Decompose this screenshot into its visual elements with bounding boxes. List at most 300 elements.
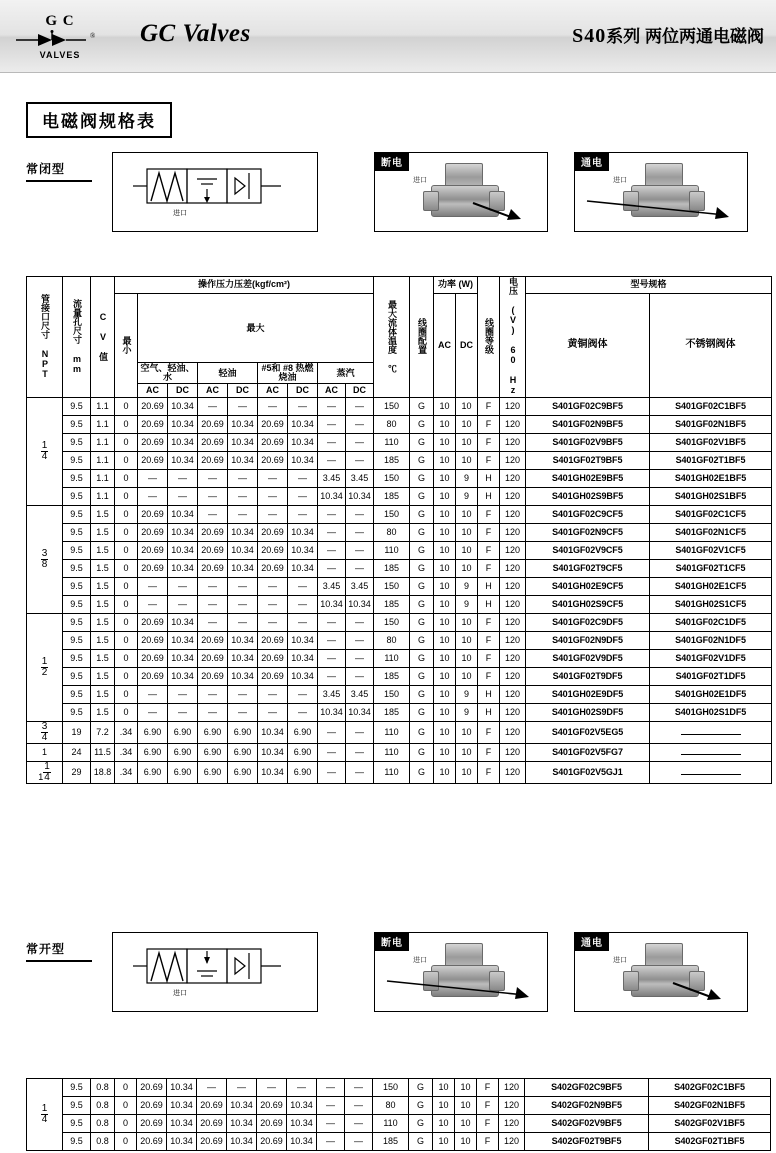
table-cell: 185: [373, 1133, 409, 1151]
table-cell: 20.69: [198, 650, 228, 668]
photo-tag-deenergized: 断电: [375, 153, 409, 171]
table-cell: —: [318, 722, 346, 744]
table-cell: 10: [433, 1115, 455, 1133]
table-cell: 3.45: [318, 470, 346, 488]
th-brass-body: 黄铜阀体: [526, 294, 650, 398]
table-cell: 9.5: [63, 704, 91, 722]
table-cell: —: [258, 470, 288, 488]
table-cell: G: [410, 762, 434, 784]
table-cell: 120: [500, 596, 526, 614]
table-cell: 120: [500, 452, 526, 470]
table-cell: 10: [434, 762, 456, 784]
table-cell: —: [228, 704, 258, 722]
th-max: 最大: [138, 294, 374, 363]
table-cell: —: [138, 488, 168, 506]
spec-table-body: [27, 398, 772, 784]
table-cell: 0: [115, 686, 138, 704]
table-cell: 6.90: [138, 744, 168, 762]
table-cell: 0: [115, 470, 138, 488]
table-cell: 10.34: [168, 434, 198, 452]
table-cell: S401GH02S1BF5: [650, 488, 772, 506]
diagram-label-underline: [26, 960, 92, 962]
table-cell: 0: [115, 596, 138, 614]
table-cell: 6.90: [138, 722, 168, 744]
table-cell: S402GF02T1BF5: [649, 1133, 771, 1151]
table-cell: 3.45: [318, 578, 346, 596]
table-cell: G: [410, 704, 434, 722]
table-row: [27, 1115, 771, 1133]
table-cell: 10: [456, 542, 478, 560]
table-cell: 0: [115, 668, 138, 686]
series-title: [572, 22, 764, 48]
table-cell: 10: [456, 632, 478, 650]
table-cell: 110: [374, 434, 410, 452]
table-cell: —: [227, 1079, 257, 1097]
table-cell: —: [346, 524, 374, 542]
table-cell: —: [198, 614, 228, 632]
table-cell: 120: [500, 416, 526, 434]
table-cell: 185: [374, 560, 410, 578]
diagram-label-nc: 常闭型: [26, 162, 66, 176]
table-cell: 10.34: [168, 524, 198, 542]
table-cell: S401GF02T1BF5: [650, 452, 772, 470]
page-header: [0, 0, 776, 73]
table-cell: S401GH02E1CF5: [650, 578, 772, 596]
table-cell: 10: [434, 434, 456, 452]
table-cell: 10: [434, 686, 456, 704]
table-cell: 10: [456, 506, 478, 524]
table-cell: 110: [374, 542, 410, 560]
th-model-group: 型号规格: [526, 277, 772, 294]
th-cv: C V 值: [91, 277, 115, 398]
table-cell: 20.69: [198, 542, 228, 560]
table-cell: 185: [374, 452, 410, 470]
table-cell: —: [318, 668, 346, 686]
table-cell: —: [257, 1079, 287, 1097]
table-cell: 120: [499, 1079, 525, 1097]
table-cell: 1.1: [91, 452, 115, 470]
diagram-label-no: 常开型: [26, 942, 66, 956]
table-cell: —: [198, 488, 228, 506]
table-cell: 20.69: [198, 668, 228, 686]
table-cell: S401GF02V9CF5: [526, 542, 650, 560]
table-cell: 10.34: [318, 704, 346, 722]
table-cell: —: [198, 686, 228, 704]
table-cell: —: [228, 398, 258, 416]
table-cell: 110: [374, 722, 410, 744]
table-cell: 110: [374, 744, 410, 762]
table-cell: .34: [115, 762, 138, 784]
table-cell: F: [478, 632, 500, 650]
logo-valve-symbol: [16, 30, 104, 50]
table-cell: 10.34: [167, 1097, 197, 1115]
table-cell: 9.5: [63, 506, 91, 524]
table-row: [27, 722, 772, 744]
th-orifice: 流量孔尺寸 mm: [63, 277, 91, 398]
th-o5-dc: DC: [288, 384, 318, 398]
photo-energized-nc: [574, 152, 748, 232]
table-cell: 0: [115, 1097, 137, 1115]
table-cell: 120: [500, 506, 526, 524]
table-cell: 150: [374, 614, 410, 632]
table-cell: G: [410, 722, 434, 744]
table-cell: —: [258, 686, 288, 704]
table-cell: G: [410, 596, 434, 614]
table-cell: 120: [500, 762, 526, 784]
table-cell: —: [228, 686, 258, 704]
logo-wordmark: VALVES: [39, 49, 81, 60]
schematic-normally-closed: [112, 152, 318, 232]
table-cell: 9: [456, 470, 478, 488]
inlet-label: 进口: [413, 957, 427, 964]
photo-tag-energized: 通电: [575, 153, 609, 171]
table-cell: 120: [500, 560, 526, 578]
table-cell: S402GF02C9BF5: [525, 1079, 649, 1097]
table-cell: 20.69: [258, 434, 288, 452]
table-cell: —: [287, 1079, 317, 1097]
table-cell: —: [258, 578, 288, 596]
table-cell: —: [346, 542, 374, 560]
table-cell: F: [478, 542, 500, 560]
table-cell: 10: [434, 398, 456, 416]
table-cell: 10.34: [288, 416, 318, 434]
table-cell: 150: [374, 398, 410, 416]
table-cell: G: [409, 1115, 433, 1133]
table-cell: 1.1: [91, 434, 115, 452]
table-cell: 185: [374, 704, 410, 722]
table-cell: —: [258, 506, 288, 524]
table-cell: —: [228, 596, 258, 614]
table-cell: —: [288, 704, 318, 722]
inlet-label: 进口: [613, 177, 627, 184]
table-cell: 1.1: [91, 416, 115, 434]
inlet-label: 进口: [613, 957, 627, 964]
table-cell: F: [478, 744, 500, 762]
table-cell: 20.69: [258, 668, 288, 686]
table-cell: 20.69: [258, 650, 288, 668]
table-cell: 10: [434, 506, 456, 524]
table-cell: S401GH02E9BF5: [526, 470, 650, 488]
table-cell: 20.69: [138, 524, 168, 542]
table-cell: —: [258, 398, 288, 416]
table-cell: 0: [115, 704, 138, 722]
table-cell: —: [318, 416, 346, 434]
table-cell: 11.5: [91, 744, 115, 762]
table-cell: 9.5: [63, 488, 91, 506]
valve-inlet-port: [623, 971, 639, 991]
table-cell: 10.34: [287, 1097, 317, 1115]
table-cell: G: [410, 542, 434, 560]
table-row: [27, 524, 772, 542]
table-cell: 0: [115, 506, 138, 524]
table-cell: 120: [500, 578, 526, 596]
table-cell: 80: [374, 524, 410, 542]
table-cell: S401GH02E1BF5: [650, 470, 772, 488]
table-cell: 80: [373, 1097, 409, 1115]
flow-arrow-icon: [585, 193, 735, 223]
table-cell: 1.5: [91, 704, 115, 722]
table-cell-pipe-size: $\frac{3}{8}$: [27, 506, 63, 614]
table-row: [27, 488, 772, 506]
table-cell: 1.5: [91, 632, 115, 650]
table-cell: F: [478, 614, 500, 632]
table-cell: 20.69: [257, 1115, 287, 1133]
table-cell: S402GF02V9BF5: [525, 1115, 649, 1133]
table-cell: 10.34: [228, 560, 258, 578]
table-cell: 3.45: [346, 578, 374, 596]
table-cell: —: [345, 1133, 373, 1151]
table-cell: —: [346, 722, 374, 744]
table-cell: G: [410, 452, 434, 470]
table-cell: 0: [115, 650, 138, 668]
table-cell: 9: [456, 488, 478, 506]
table-cell: 9.5: [63, 452, 91, 470]
table-cell: 29: [63, 762, 91, 784]
table-cell: 10: [456, 762, 478, 784]
th-air-water: 空气、轻油、水: [138, 363, 198, 384]
table-cell: 10: [455, 1133, 477, 1151]
table-cell: 120: [500, 632, 526, 650]
table-cell: G: [410, 434, 434, 452]
table-cell: 110: [374, 762, 410, 784]
table-cell: 10.34: [228, 542, 258, 560]
table-cell: 10.34: [168, 416, 198, 434]
table-row: [27, 416, 772, 434]
table-cell: 10.34: [228, 434, 258, 452]
table-cell: —: [258, 488, 288, 506]
table-cell: 20.69: [197, 1097, 227, 1115]
table-cell: 10.34: [228, 524, 258, 542]
table-cell: 10: [434, 542, 456, 560]
table-cell: 10.34: [258, 762, 288, 784]
table-cell: 6.90: [198, 744, 228, 762]
table-cell: S401GF02V1CF5: [650, 542, 772, 560]
th-light-oil: 轻油: [198, 363, 258, 384]
th-heavy-oil: #5和 #8 热燃烧油: [258, 363, 318, 384]
table-cell: S401GF02C1CF5: [650, 506, 772, 524]
table-row: [27, 614, 772, 632]
table-cell: 10.34: [346, 596, 374, 614]
table-cell: S401GF02V1DF5: [650, 650, 772, 668]
table-cell: —: [288, 578, 318, 596]
table-cell: 10: [456, 560, 478, 578]
table-cell: 18.8: [91, 762, 115, 784]
table-cell: 0: [115, 1079, 137, 1097]
table-cell: 0: [115, 416, 138, 434]
table-cell: F: [478, 434, 500, 452]
table-cell: 20.69: [198, 560, 228, 578]
th-pipe-size: 管接口尺寸 NPT: [27, 277, 63, 398]
table-cell: S401GF02C9DF5: [526, 614, 650, 632]
table-cell: 0: [115, 398, 138, 416]
table-cell: G: [410, 506, 434, 524]
table-cell: 10: [456, 416, 478, 434]
table-cell: 20.69: [137, 1115, 167, 1133]
schematic-normally-open: [112, 932, 318, 1012]
table-cell: 1.5: [91, 668, 115, 686]
table-cell: 1.5: [91, 560, 115, 578]
table-cell: 20.69: [258, 542, 288, 560]
table-cell: 9.5: [63, 560, 91, 578]
table-cell: 6.90: [228, 722, 258, 744]
table-cell: 10.34: [168, 452, 198, 470]
photo-deenergized-nc: [374, 152, 548, 232]
diagram-row-normally-closed: [26, 152, 750, 240]
table-cell: S401GF02N9BF5: [526, 416, 650, 434]
table-cell: 120: [500, 434, 526, 452]
photo-energized-no: [574, 932, 748, 1012]
table-cell: 20.69: [258, 632, 288, 650]
table-cell: —: [345, 1097, 373, 1115]
table-cell: F: [477, 1097, 499, 1115]
series-model: S40: [572, 25, 607, 47]
table-cell: 10.34: [228, 416, 258, 434]
table-cell: S401GF02N9DF5: [526, 632, 650, 650]
table-cell: 20.69: [138, 398, 168, 416]
table-cell: 1.1: [91, 470, 115, 488]
table-cell: —: [318, 632, 346, 650]
table-cell: —: [288, 488, 318, 506]
table-cell: S401GF02T9BF5: [526, 452, 650, 470]
table-cell: —: [288, 506, 318, 524]
table-cell: 10.34: [227, 1097, 257, 1115]
table-row: [27, 452, 772, 470]
table-cell: 9: [456, 704, 478, 722]
table-cell: 9.5: [63, 668, 91, 686]
table-cell: 10.34: [228, 632, 258, 650]
table-cell: —: [228, 470, 258, 488]
th-steam: 蒸汽: [318, 363, 374, 384]
th-power-ac: AC: [434, 294, 456, 398]
th-power-dc: DC: [456, 294, 478, 398]
spec-table-2-body: [27, 1079, 771, 1151]
table-cell: H: [478, 686, 500, 704]
table-cell: —: [318, 398, 346, 416]
table-cell: 10: [456, 744, 478, 762]
table-cell: S401GF02T1DF5: [650, 668, 772, 686]
table-cell: 10.34: [227, 1115, 257, 1133]
table-cell: S401GH02E1DF5: [650, 686, 772, 704]
table-cell: S401GF02N1CF5: [650, 524, 772, 542]
table-cell-pipe-size: $\frac{1}{2}$: [27, 614, 63, 722]
table-cell: 1.1: [91, 398, 115, 416]
table-cell: 10.34: [167, 1115, 197, 1133]
table-row: [27, 434, 772, 452]
spec-table-main: [26, 276, 772, 784]
table-cell: 10.34: [288, 524, 318, 542]
table-cell: F: [478, 452, 500, 470]
table-cell: 10.34: [288, 650, 318, 668]
table-cell: 10: [434, 416, 456, 434]
table-cell: 10: [456, 614, 478, 632]
table-cell: 0: [115, 632, 138, 650]
table-cell: S401GF02T1CF5: [650, 560, 772, 578]
table-cell: 150: [374, 470, 410, 488]
table-cell: —: [168, 488, 198, 506]
table-row: [27, 596, 772, 614]
table-cell: 0: [115, 542, 138, 560]
table-cell: 80: [374, 416, 410, 434]
table-cell: 20.69: [138, 632, 168, 650]
table-cell: —: [197, 1079, 227, 1097]
table-cell: 6.90: [228, 762, 258, 784]
table-cell: 10: [434, 452, 456, 470]
table-cell: 10.34: [258, 722, 288, 744]
table-cell: 0.8: [91, 1079, 115, 1097]
table-cell: 10: [456, 524, 478, 542]
table-cell: —: [168, 704, 198, 722]
table-cell: 10: [433, 1133, 455, 1151]
table-cell: 20.69: [198, 434, 228, 452]
table-cell: 10.34: [168, 560, 198, 578]
table-cell: S401GF02T9CF5: [526, 560, 650, 578]
table-cell: 110: [373, 1115, 409, 1133]
table-cell: S402GF02T9BF5: [525, 1133, 649, 1151]
table-cell: 10.34: [228, 650, 258, 668]
table-cell: S401GF02T9DF5: [526, 668, 650, 686]
table-cell: S401GF02C9BF5: [526, 398, 650, 416]
svg-text:®: ®: [90, 31, 96, 40]
table-cell: 20.69: [257, 1097, 287, 1115]
table-cell-pipe-size: $\frac{1}{4}$: [27, 398, 63, 506]
table-cell: —: [345, 1079, 373, 1097]
table-cell: 10.34: [168, 650, 198, 668]
table-cell: —: [318, 542, 346, 560]
table-cell: 6.90: [168, 762, 198, 784]
flow-arrow-icon: [671, 979, 727, 1005]
table-cell: F: [478, 416, 500, 434]
table-cell: 10.34: [168, 614, 198, 632]
photo-deenergized-no: [374, 932, 548, 1012]
table-cell: —: [228, 614, 258, 632]
table-cell: 20.69: [197, 1115, 227, 1133]
th-min: 最小: [115, 294, 138, 398]
table-cell: —: [138, 686, 168, 704]
table-cell: 9.5: [63, 524, 91, 542]
table-cell: 10.34: [288, 542, 318, 560]
table-cell: S402GF02N9BF5: [525, 1097, 649, 1115]
table-cell: 1.5: [91, 614, 115, 632]
table-cell: 20.69: [198, 416, 228, 434]
table-cell: 120: [499, 1097, 525, 1115]
table-cell: 120: [500, 722, 526, 744]
table-cell: 110: [374, 650, 410, 668]
spec-table-head: [27, 277, 772, 398]
table-cell: 19: [63, 722, 91, 744]
table-cell: 6.90: [168, 722, 198, 744]
diagram-row-normally-open: [26, 932, 750, 1020]
table-cell: F: [477, 1115, 499, 1133]
table-cell: 120: [500, 614, 526, 632]
table-cell: S401GF02V5GJ1: [526, 762, 650, 784]
table-cell: 1.5: [91, 524, 115, 542]
table-cell: F: [478, 650, 500, 668]
table-cell: 20.69: [138, 650, 168, 668]
table-cell: 10.34: [168, 542, 198, 560]
logo-letters: G C: [45, 12, 75, 29]
table-cell: 10.34: [227, 1133, 257, 1151]
table-cell: 9.5: [63, 632, 91, 650]
table-cell: 20.69: [198, 452, 228, 470]
table-cell: 10: [433, 1079, 455, 1097]
table-cell: G: [410, 416, 434, 434]
table-cell: 10.34: [287, 1133, 317, 1151]
table-cell: 0: [115, 614, 138, 632]
table-cell: 80: [374, 632, 410, 650]
table-cell: G: [410, 488, 434, 506]
table-cell: S401GH02S9CF5: [526, 596, 650, 614]
table-cell: F: [478, 560, 500, 578]
